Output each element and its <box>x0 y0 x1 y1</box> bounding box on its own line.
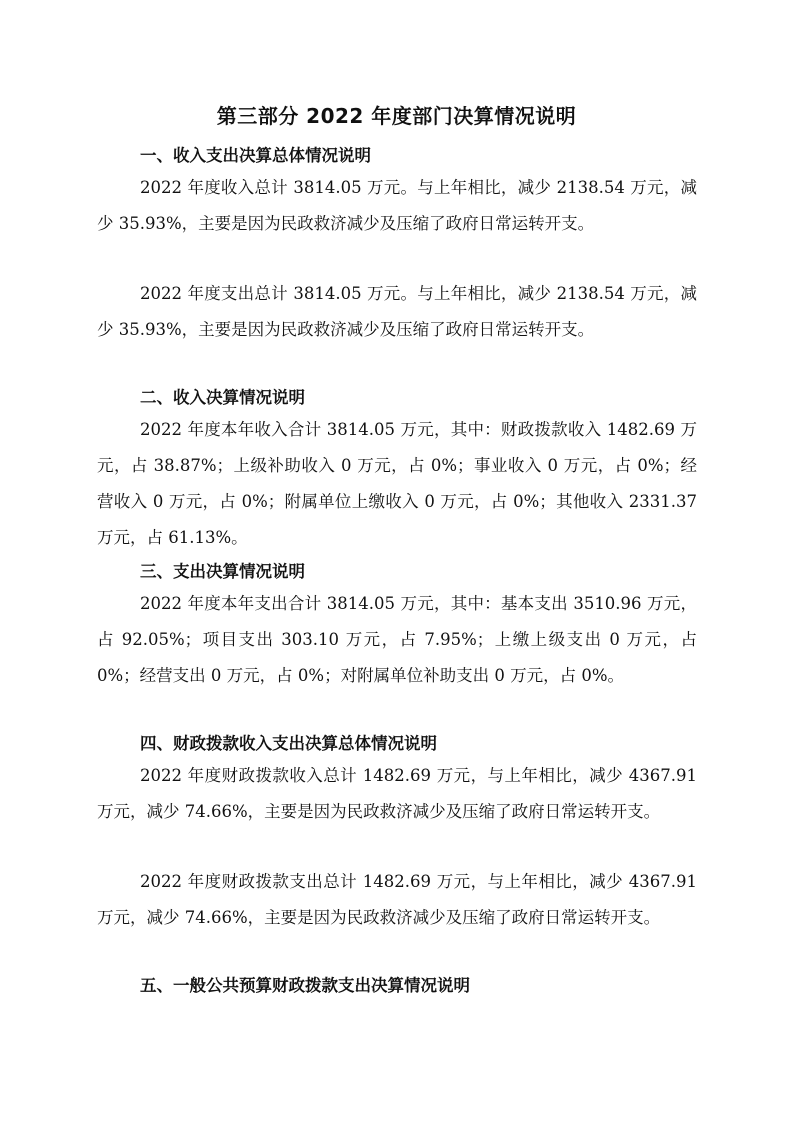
page-title: 第三部分 2022 年度部门决算情况说明 <box>216 104 577 128</box>
section-heading-1: 一、收入支出决算总体情况说明 <box>140 146 371 165</box>
section-2-paragraph-1: 2022 年度本年收入合计 3814.05 万元，其中：财政拨款收入 1482.69 万元，占 38.87%；上级补助收入 0 万元，占 0%；事业收入 0 万元，占 0%；经营收入 0 万元，占 0%；附属单位上缴收入 0 万元，占 0%；其他收入 2331.37 万元，占 61.13%。 <box>97 420 697 547</box>
section-3-paragraph-1: 2022 年度本年支出合计 3814.05 万元，其中：基本支出 3510.96 万元，占 92.05%；项目支出 303.10 万元，占 7.95%；上缴上级支出 0 万元，占 0%；经营支出 0 万元，占 0%；对附属单位补助支出 0 万元，占 0%。 <box>97 594 697 685</box>
section-1-paragraph-1: 2022 年度收入总计 3814.05 万元。与上年相比，减少 2138.54 万元，减少 35.93%，主要是因为民政救济减少及压缩了政府日常运转开支。 <box>97 178 697 233</box>
section-1-paragraph-2: 2022 年度支出总计 3814.05 万元。与上年相比，减少 2138.54 万元，减少 35.93%，主要是因为民政救济减少及压缩了政府日常运转开支。 <box>97 284 697 339</box>
section-heading-3: 三、支出决算情况说明 <box>140 562 305 581</box>
section-heading-2: 二、收入决算情况说明 <box>140 388 305 407</box>
section-4-paragraph-1: 2022 年度财政拨款收入总计 1482.69 万元，与上年相比，减少 4367.91 万元，减少 74.66%，主要是因为民政救济减少及压缩了政府日常运转开支。 <box>97 766 697 821</box>
section-heading-5: 五、一般公共预算财政拨款支出决算情况说明 <box>140 976 470 995</box>
section-heading-4: 四、财政拨款收入支出决算总体情况说明 <box>140 734 437 753</box>
section-4-paragraph-2: 2022 年度财政拨款支出总计 1482.69 万元，与上年相比，减少 4367.91 万元，减少 74.66%，主要是因为民政救济减少及压缩了政府日常运转开支。 <box>97 872 697 927</box>
